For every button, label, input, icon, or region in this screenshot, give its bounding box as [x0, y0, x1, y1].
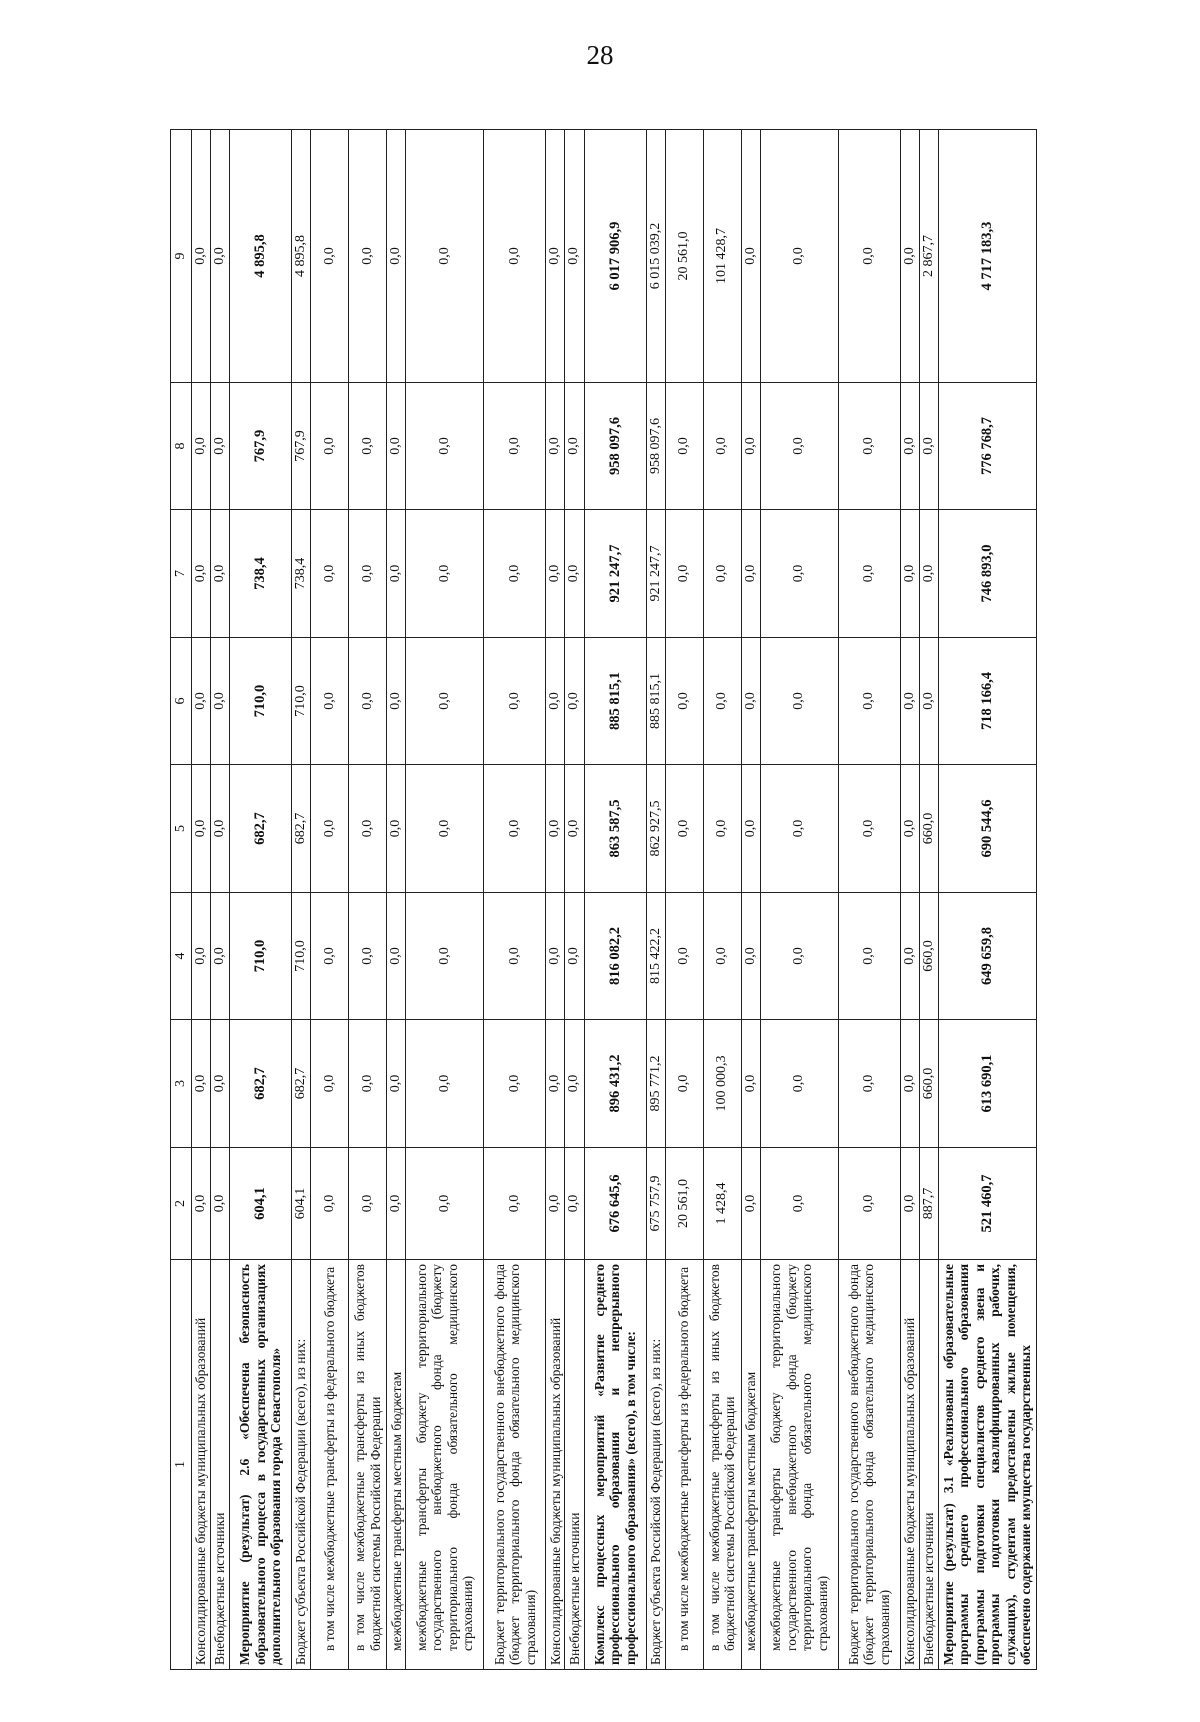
row-value-col-3: 0,0	[665, 1020, 703, 1148]
row-label: в том числе межбюджетные трансферты из федерального бюджета	[665, 1260, 703, 1670]
row-value-col-4: 0,0	[349, 893, 387, 1020]
row-value-col-8: 958 097,6	[646, 383, 665, 510]
row-value-col-5: 0,0	[387, 765, 406, 893]
row-value-col-2: 20 561,0	[665, 1148, 703, 1260]
row-label: Мероприятие (результат) 3.1 «Реализованы образовательные программы среднего профессионального образования (программы подготовки специалистов среднего звена и программы подготовки квалифицированных рабочих, служащих), студентам предоставлены жилые помещения, обеспечено содержание имущества государственных	[938, 1260, 1036, 1670]
header-col-1: 1	[171, 1260, 192, 1670]
table-header	[171, 130, 192, 1670]
row-value-col-9: 20 561,0	[665, 130, 703, 383]
row-value-col-3: 0,0	[349, 1020, 387, 1148]
row-value-col-9: 4 717 183,3	[938, 130, 1036, 383]
row-value-col-9: 0,0	[900, 130, 919, 383]
row-value-col-3: 0,0	[211, 1020, 230, 1148]
row-value-col-7: 0,0	[760, 510, 838, 638]
row-value-col-5: 0,0	[741, 765, 760, 893]
row-value-col-3: 660,0	[919, 1020, 938, 1148]
row-value-col-4: 0,0	[703, 893, 741, 1020]
table-row	[311, 130, 349, 1670]
row-value-col-8: 776 768,7	[938, 383, 1036, 510]
row-value-col-3: 895 771,2	[646, 1020, 665, 1148]
row-value-col-7: 0,0	[900, 510, 919, 638]
row-value-col-5: 0,0	[665, 765, 703, 893]
row-value-col-7: 0,0	[919, 510, 938, 638]
row-value-col-8: 767,9	[292, 383, 311, 510]
row-value-col-4: 0,0	[211, 893, 230, 1020]
row-value-col-2: 0,0	[565, 1148, 584, 1260]
row-value-col-3: 0,0	[387, 1020, 406, 1148]
row-value-col-2: 521 460,7	[938, 1148, 1036, 1260]
row-value-col-7: 0,0	[484, 510, 546, 638]
row-value-col-9: 4 895,8	[292, 130, 311, 383]
header-col-7: 7	[171, 510, 192, 638]
row-value-col-8: 0,0	[838, 383, 900, 510]
row-label: Комплекс процессных мероприятий «Развитие среднего профессионального образования и непрерывного профессионального образования» (всего), в том числе:	[584, 1260, 646, 1670]
row-label: Бюджет территориального государственного внебюджетного фонда (бюджет территориального фонда обязательного медицинского страхования)	[484, 1260, 546, 1670]
row-value-col-6: 0,0	[919, 638, 938, 765]
row-value-col-8: 0,0	[211, 383, 230, 510]
row-value-col-2: 0,0	[311, 1148, 349, 1260]
row-value-col-5: 682,7	[292, 765, 311, 893]
row-value-col-7: 921 247,7	[584, 510, 646, 638]
row-value-col-9: 2 867,7	[919, 130, 938, 383]
row-label: Внебюджетные источники	[919, 1260, 938, 1670]
row-value-col-5: 0,0	[565, 765, 584, 893]
row-value-col-3: 0,0	[546, 1020, 565, 1148]
row-value-col-6: 0,0	[703, 638, 741, 765]
row-value-col-5: 862 927,5	[646, 765, 665, 893]
row-label: Бюджет территориального государственного внебюджетного фонда (бюджет территориального фонда обязательного медицинского страхования)	[838, 1260, 900, 1670]
table-row	[211, 130, 230, 1670]
row-value-col-8: 0,0	[406, 383, 484, 510]
table-row	[665, 130, 703, 1670]
row-label: Бюджет субъекта Российской Федерации (всего), из них:	[646, 1260, 665, 1670]
row-value-col-2: 0,0	[211, 1148, 230, 1260]
row-value-col-4: 0,0	[838, 893, 900, 1020]
row-value-col-7: 0,0	[665, 510, 703, 638]
row-label: Консолидированные бюджеты муниципальных образований	[900, 1260, 919, 1670]
row-value-col-5: 682,7	[230, 765, 292, 893]
row-value-col-4: 0,0	[565, 893, 584, 1020]
row-value-col-8: 767,9	[230, 383, 292, 510]
row-value-col-9: 6 017 906,9	[584, 130, 646, 383]
row-value-col-4: 0,0	[311, 893, 349, 1020]
row-value-col-8: 0,0	[900, 383, 919, 510]
row-value-col-2: 887,7	[919, 1148, 938, 1260]
row-value-col-3: 100 000,3	[703, 1020, 741, 1148]
row-value-col-3: 682,7	[292, 1020, 311, 1148]
row-value-col-9: 0,0	[387, 130, 406, 383]
row-value-col-4: 0,0	[741, 893, 760, 1020]
table-row	[938, 130, 1036, 1670]
row-value-col-3: 0,0	[484, 1020, 546, 1148]
row-value-col-9: 0,0	[211, 130, 230, 383]
row-value-col-5: 0,0	[349, 765, 387, 893]
table-row	[741, 130, 760, 1670]
header-col-4: 4	[171, 893, 192, 1020]
row-value-col-2: 0,0	[760, 1148, 838, 1260]
table-row	[192, 130, 211, 1670]
row-label: в том числе межбюджетные трансферты из иных бюджетов бюджетной системы Российской Федерации	[703, 1260, 741, 1670]
row-value-col-8: 0,0	[484, 383, 546, 510]
table-body	[192, 130, 1037, 1670]
row-value-col-3: 613 690,1	[938, 1020, 1036, 1148]
row-value-col-4: 660,0	[919, 893, 938, 1020]
row-label: межбюджетные трансферты местным бюджетам	[387, 1260, 406, 1670]
row-value-col-8: 0,0	[546, 383, 565, 510]
page-number: 28	[586, 40, 614, 70]
row-value-col-2: 0,0	[406, 1148, 484, 1260]
row-label: межбюджетные трансферты бюджету территориального государственного внебюджетного фонда (бюджету территориального фонда обязательного медицинского страхования)	[406, 1260, 484, 1670]
row-value-col-2: 1 428,4	[703, 1148, 741, 1260]
row-value-col-6: 0,0	[546, 638, 565, 765]
row-value-col-7: 0,0	[311, 510, 349, 638]
header-col-6: 6	[171, 638, 192, 765]
table-row	[349, 130, 387, 1670]
row-value-col-4: 710,0	[292, 893, 311, 1020]
row-value-col-3: 0,0	[311, 1020, 349, 1148]
row-value-col-2: 0,0	[484, 1148, 546, 1260]
row-label: Мероприятие (результат) 2.6 «Обеспечена безопасность образовательного процесса в государственных организациях дополнительного образования города Севастополя»	[230, 1260, 292, 1670]
row-value-col-4: 0,0	[387, 893, 406, 1020]
row-value-col-2: 0,0	[192, 1148, 211, 1260]
row-value-col-8: 0,0	[565, 383, 584, 510]
row-value-col-7: 921 247,7	[646, 510, 665, 638]
row-value-col-6: 718 166,4	[938, 638, 1036, 765]
row-value-col-9: 0,0	[546, 130, 565, 383]
table-row	[406, 130, 484, 1670]
row-value-col-7: 0,0	[192, 510, 211, 638]
row-value-col-9: 0,0	[484, 130, 546, 383]
row-value-col-2: 0,0	[900, 1148, 919, 1260]
row-label: в том числе межбюджетные трансферты из федерального бюджета	[311, 1260, 349, 1670]
header-row	[171, 130, 192, 1670]
row-value-col-5: 0,0	[546, 765, 565, 893]
row-value-col-4: 0,0	[546, 893, 565, 1020]
row-value-col-2: 676 645,6	[584, 1148, 646, 1260]
row-value-col-8: 0,0	[703, 383, 741, 510]
row-value-col-5: 0,0	[484, 765, 546, 893]
row-value-col-7: 0,0	[703, 510, 741, 638]
row-value-col-3: 0,0	[838, 1020, 900, 1148]
row-value-col-8: 0,0	[665, 383, 703, 510]
row-value-col-7: 746 893,0	[938, 510, 1036, 638]
row-value-col-3: 0,0	[900, 1020, 919, 1148]
row-value-col-4: 815 422,2	[646, 893, 665, 1020]
header-col-5: 5	[171, 765, 192, 893]
row-value-col-6: 0,0	[311, 638, 349, 765]
row-value-col-9: 0,0	[406, 130, 484, 383]
row-value-col-4: 0,0	[192, 893, 211, 1020]
row-value-col-4: 0,0	[760, 893, 838, 1020]
row-value-col-3: 0,0	[741, 1020, 760, 1148]
row-value-col-6: 0,0	[760, 638, 838, 765]
row-label: межбюджетные трансферты местным бюджетам	[741, 1260, 760, 1670]
row-value-col-5: 0,0	[838, 765, 900, 893]
row-value-col-6: 710,0	[292, 638, 311, 765]
row-value-col-6: 885 815,1	[646, 638, 665, 765]
row-value-col-7: 0,0	[387, 510, 406, 638]
row-value-col-5: 660,0	[919, 765, 938, 893]
row-value-col-6: 0,0	[406, 638, 484, 765]
row-value-col-9: 6 015 039,2	[646, 130, 665, 383]
row-value-col-5: 863 587,5	[584, 765, 646, 893]
row-value-col-6: 0,0	[387, 638, 406, 765]
header-col-2: 2	[171, 1148, 192, 1260]
rotated-table-container	[170, 130, 1050, 1670]
row-value-col-8: 0,0	[349, 383, 387, 510]
row-value-col-9: 0,0	[349, 130, 387, 383]
row-value-col-7: 738,4	[230, 510, 292, 638]
row-value-col-6: 0,0	[192, 638, 211, 765]
row-value-col-8: 0,0	[760, 383, 838, 510]
row-value-col-6: 710,0	[230, 638, 292, 765]
row-value-col-8: 958 097,6	[584, 383, 646, 510]
row-label: Внебюджетные источники	[565, 1260, 584, 1670]
table-row	[900, 130, 919, 1670]
row-label: Консолидированные бюджеты муниципальных образований	[192, 1260, 211, 1670]
table-row	[919, 130, 938, 1670]
row-value-col-9: 0,0	[741, 130, 760, 383]
table-row	[292, 130, 311, 1670]
header-col-8: 8	[171, 383, 192, 510]
row-label: Внебюджетные источники	[211, 1260, 230, 1670]
row-value-col-8: 0,0	[311, 383, 349, 510]
row-value-col-3: 0,0	[565, 1020, 584, 1148]
row-value-col-9: 0,0	[565, 130, 584, 383]
row-value-col-2: 0,0	[838, 1148, 900, 1260]
row-label: в том числе межбюджетные трансферты из иных бюджетов бюджетной системы Российской Федерации	[349, 1260, 387, 1670]
table-row	[546, 130, 565, 1670]
row-value-col-7: 0,0	[546, 510, 565, 638]
row-value-col-2: 0,0	[741, 1148, 760, 1260]
row-value-col-9: 0,0	[311, 130, 349, 383]
row-value-col-3: 0,0	[406, 1020, 484, 1148]
row-value-col-5: 0,0	[760, 765, 838, 893]
row-value-col-2: 604,1	[292, 1148, 311, 1260]
row-value-col-6: 0,0	[665, 638, 703, 765]
table-row	[230, 130, 292, 1670]
row-value-col-2: 0,0	[546, 1148, 565, 1260]
row-value-col-4: 0,0	[484, 893, 546, 1020]
table-row	[838, 130, 900, 1670]
table-row	[387, 130, 406, 1670]
row-value-col-6: 0,0	[838, 638, 900, 765]
row-value-col-6: 0,0	[565, 638, 584, 765]
row-value-col-9: 0,0	[760, 130, 838, 383]
table-row	[484, 130, 546, 1670]
budget-table	[170, 129, 1037, 1670]
row-value-col-5: 0,0	[192, 765, 211, 893]
row-value-col-2: 604,1	[230, 1148, 292, 1260]
row-value-col-3: 682,7	[230, 1020, 292, 1148]
row-value-col-5: 0,0	[900, 765, 919, 893]
header-col-9: 9	[171, 130, 192, 383]
row-value-col-4: 816 082,2	[584, 893, 646, 1020]
row-value-col-6: 0,0	[741, 638, 760, 765]
row-value-col-2: 0,0	[349, 1148, 387, 1260]
row-value-col-4: 710,0	[230, 893, 292, 1020]
row-value-col-4: 649 659,8	[938, 893, 1036, 1020]
table-row	[760, 130, 838, 1670]
row-value-col-5: 0,0	[311, 765, 349, 893]
row-value-col-9: 0,0	[838, 130, 900, 383]
row-value-col-3: 896 431,2	[584, 1020, 646, 1148]
table-row	[584, 130, 646, 1670]
table-row	[646, 130, 665, 1670]
row-value-col-5: 0,0	[703, 765, 741, 893]
row-value-col-9: 101 428,7	[703, 130, 741, 383]
table-row	[565, 130, 584, 1670]
row-value-col-2: 0,0	[387, 1148, 406, 1260]
row-value-col-6: 0,0	[900, 638, 919, 765]
row-value-col-3: 0,0	[192, 1020, 211, 1148]
row-value-col-5: 0,0	[406, 765, 484, 893]
row-value-col-8: 0,0	[919, 383, 938, 510]
row-value-col-5: 0,0	[211, 765, 230, 893]
row-value-col-7: 0,0	[406, 510, 484, 638]
row-value-col-4: 0,0	[406, 893, 484, 1020]
rotated-table-wrapper	[170, 130, 1050, 1670]
table-row	[703, 130, 741, 1670]
row-value-col-4: 0,0	[900, 893, 919, 1020]
row-label: Консолидированные бюджеты муниципальных образований	[546, 1260, 565, 1670]
row-value-col-2: 675 757,9	[646, 1148, 665, 1260]
row-label: Бюджет субъекта Российской Федерации (всего), из них:	[292, 1260, 311, 1670]
row-value-col-6: 0,0	[484, 638, 546, 765]
header-col-3: 3	[171, 1020, 192, 1148]
row-value-col-8: 0,0	[192, 383, 211, 510]
row-value-col-7: 738,4	[292, 510, 311, 638]
row-value-col-7: 0,0	[349, 510, 387, 638]
row-value-col-7: 0,0	[838, 510, 900, 638]
row-value-col-6: 0,0	[211, 638, 230, 765]
row-value-col-9: 0,0	[192, 130, 211, 383]
row-value-col-8: 0,0	[741, 383, 760, 510]
row-value-col-7: 0,0	[741, 510, 760, 638]
row-value-col-6: 0,0	[349, 638, 387, 765]
row-value-col-6: 885 815,1	[584, 638, 646, 765]
row-value-col-4: 0,0	[665, 893, 703, 1020]
row-value-col-8: 0,0	[387, 383, 406, 510]
row-value-col-3: 0,0	[760, 1020, 838, 1148]
row-value-col-7: 0,0	[211, 510, 230, 638]
row-value-col-9: 4 895,8	[230, 130, 292, 383]
row-label: межбюджетные трансферты бюджету территориального государственного внебюджетного фонда (бюджету территориального фонда обязательного медицинского страхования)	[760, 1260, 838, 1670]
row-value-col-7: 0,0	[565, 510, 584, 638]
row-value-col-5: 690 544,6	[938, 765, 1036, 893]
